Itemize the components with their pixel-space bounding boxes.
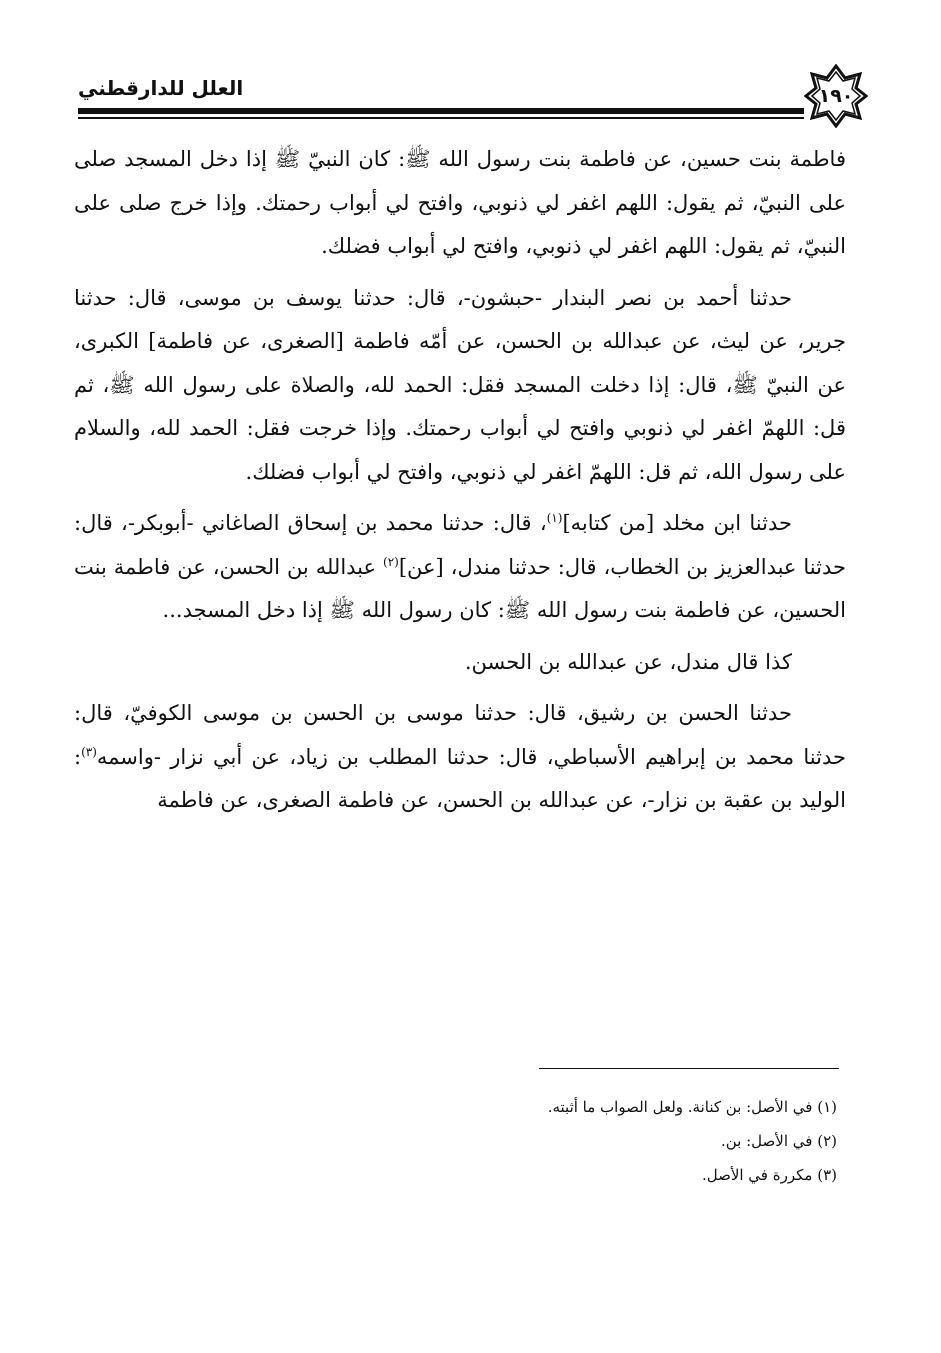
paragraph-5	[74, 692, 846, 823]
paragraph-1: فاطمة بنت حسين، عن فاطمة بنت رسول الله ﷺ: كان النبيّ ﷺ إذا دخل المسجد صلى على النبيّ، ثم يقول: اللهم اغفر لي ذنوبي، وافتح لي أبواب رحمتك. وإذا خرج صلى على النبيّ، ثم يقول: اللهم اغفر لي ذنوبي، وافتح لي أبواب فضلك.	[74, 147, 846, 258]
paragraph-4: كذا قال مندل، عن عبدالله بن الحسن.	[464, 649, 792, 674]
header-rule-thin	[78, 117, 868, 119]
footnotes	[337, 1090, 837, 1192]
page-number: ١٩٠	[818, 85, 854, 107]
footnote-ref-1: (١)	[546, 511, 563, 525]
paragraph-3-part-a: حدثنا ابن مخلد [من كتابه]	[562, 511, 792, 535]
footnote-3: (٣) مكررة في الأصل.	[701, 1166, 837, 1184]
footnote-ref-2: (٢)	[383, 554, 399, 569]
footnote-1: (١) في الأصل: بن كنانة. ولعل الصواب ما أثبته.	[547, 1098, 837, 1116]
book-title: العلل للدارقطني	[78, 76, 244, 100]
paragraph-5-part-a: حدثنا الحسن بن رشيق، قال: حدثنا موسى بن الحسن بن موسى الكوفيّ، قال: حدثنا محمد بن إبراهيم الأسباطي، قال: حدثنا المطلب بن زياد، عن أبي نزار -واسمه	[74, 701, 846, 769]
paragraph-3-part-c: عبدالله بن الحسن، عن فاطمة بنت الحسين، عن فاطمة بنت رسول الله ﷺ: كان رسول الله ﷺ إذا دخل المسجد...	[74, 554, 846, 622]
paragraph-3-part-b: ، قال: حدثنا محمد بن إسحاق الصاغاني -أبوبكر-، قال: حدثنا عبدالعزيز بن الخطاب، قال: حدثنا مندل، [عن]	[74, 511, 846, 579]
page-number-badge	[804, 64, 868, 128]
footnote-divider	[539, 1068, 839, 1069]
paragraph-3	[74, 502, 846, 633]
main-text	[74, 138, 846, 831]
header-rule-thick	[78, 108, 868, 114]
paragraph-5-part-b: : الوليد بن عقبة بن نزار-، عن عبدالله بن الحسن، عن فاطمة الصغرى، عن فاطمة	[74, 744, 846, 812]
footnote-2: (٢) في الأصل: بن.	[721, 1132, 837, 1150]
paragraph-2: حدثنا أحمد بن نصر البندار -حبشون-، قال: حدثنا يوسف بن موسى، قال: حدثنا جرير، عن ليث، عن عبدالله بن الحسن، عن أمّه فاطمة [الصغرى، عن فاطمة] الكبرى، عن النبيّ ﷺ، قال: إذا دخلت المسجد فقل: الحمد لله، والصلاة على رسول الله ﷺ، ثم قل: اللهمّ اغفر لي ذنوبي وافتح لي أبواب رحمتك. وإذا خرجت فقل: الحمد لله، والسلام على رسول الله، ثم قل: اللهمّ اغفر لي ذنوبي، وافتح لي أبواب فضلك.	[74, 285, 846, 484]
page-header	[78, 70, 868, 128]
footnote-ref-3: (٣)	[81, 744, 97, 759]
